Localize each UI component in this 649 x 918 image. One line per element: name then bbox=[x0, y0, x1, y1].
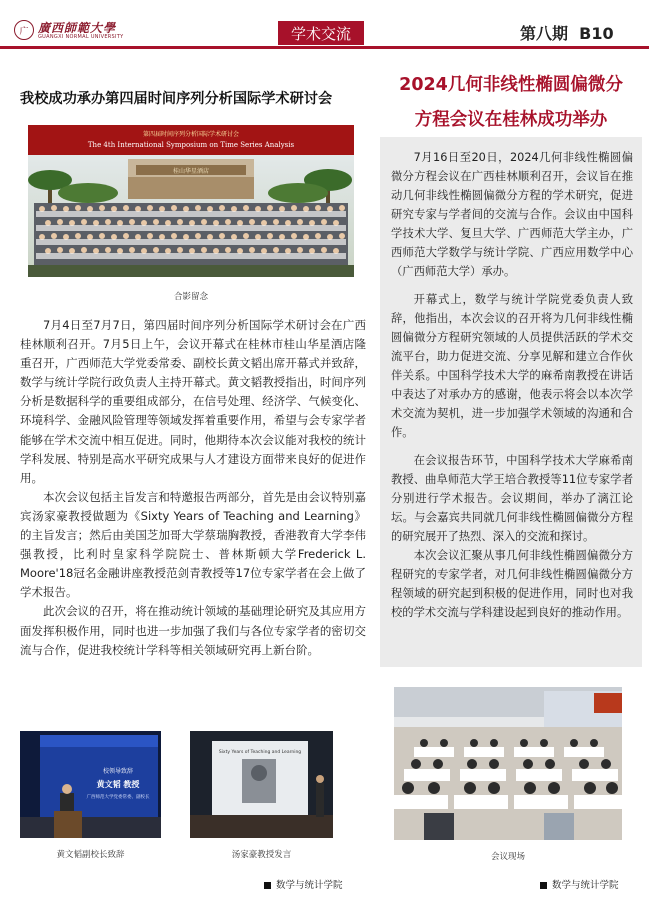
right-article-title-line2: 方程会议在桂林成功举办 bbox=[414, 110, 608, 130]
right-paragraph: 本次会议汇聚从事几何非线性椭圆偏微分方程研究的专家学者，对几何非线性椭圆偏微分方程领域的研究起到积极的促进作用，同时也对我校的学术交流与学科建设起到良好的推动作用。 bbox=[391, 549, 633, 619]
group-photo bbox=[28, 125, 354, 277]
right-paragraph: 在会议报告环节，中国科学技术大学麻希南教授、曲阜师范大学王培合教授等11位专家学者分别进行学术报告。会议期间，举办了漓江论坛。与会嘉宾共同就几何非线性椭圆偏微分方程的研究展开了热烈、深入的交流和探讨。 bbox=[391, 454, 633, 543]
venue-photo-caption: 会议现场 bbox=[490, 852, 525, 862]
banner-strip bbox=[28, 125, 354, 155]
right-article-body bbox=[391, 148, 633, 622]
screen-subtitle: 广西师范大学党委常委、副校长 bbox=[86, 795, 150, 800]
group-photo-illustration bbox=[28, 125, 354, 277]
screen-name: 黄文韬 教授 bbox=[96, 780, 140, 789]
right-article-title-line1: 2024几何非线性椭圆偏微分 bbox=[399, 75, 623, 95]
left-paragraph: 本次会议包括主旨发言和特邀报告两部分，首先是由会议特别嘉宾汤家豪教授做题为《Sixty Years of Teaching and Learning》的主旨发言；然后由美国芝加哥大学蔡瑞胸教授，香港教育大学李伟强教授，比利时皇家科学院院士、普林斯顿大学Frederick L. Moore'18冠名金融讲座教授范剑青教授等17位专家学者在会上做了学术报告。 bbox=[20, 489, 366, 600]
university-logo-seal: 广 bbox=[14, 20, 34, 40]
square-bullet-icon bbox=[264, 882, 271, 889]
left-paragraph: 7月4日至7月7日，第四届时间序列分析国际学术研讨会在广西桂林顺利召开。7月5日上午，会议开幕式在桂林市桂山华星酒店隆重召开，广西师范大学党委常委、副校长黄文韬出席开幕式并致辞，数学与统计学院行政负责人主持开幕式。黄文韬教授指出，时间序列分析是数据科学的重要组成部分，在信号处理、经济学、气候变化、环境科学、金融风险管理等领域发挥着重要作用，希望与会专家学者能够在学术交流中相互促进。同时，他期待本次会议能对我校的统计学科发展、特别是高水平研究成果与人才建设方面带来良好的促进作用。 bbox=[20, 318, 366, 485]
right-footer bbox=[540, 877, 619, 891]
screen-label: 校领导致辞 bbox=[102, 768, 134, 775]
keynote-photo-caption: 汤家豪教授发言 bbox=[231, 850, 292, 860]
issue-number: 第八期 B10 bbox=[520, 24, 614, 43]
keynote-photo-illustration bbox=[190, 731, 333, 838]
header-divider bbox=[0, 46, 649, 49]
vice-president-speech-photo bbox=[20, 731, 161, 838]
banner-en: The 4th International Symposium on Time Series Analysis bbox=[87, 141, 295, 149]
left-footer-text: 数学与统计学院 bbox=[276, 880, 343, 891]
square-bullet-icon bbox=[540, 882, 547, 889]
left-paragraph: 此次会议的召开，将在推动统计领域的基础理论研究及其应用方面发挥积极作用，同时也进一步加强了我们与各位专家学者的密切交流与合作，促进我校统计学科等相关领域研究再上新台阶。 bbox=[20, 604, 366, 657]
keynote-speech-photo bbox=[190, 731, 333, 838]
venue-photo-illustration bbox=[394, 687, 622, 840]
right-paragraph: 7月16日至20日，2024几何非线性椭圆偏微分方程会议在广西桂林顺利召开，会议旨在推动几何非线性椭圆偏微分方程的学术研究，促进研究专家与学者间的交流与合作。会议由中国科学技术大学、复旦大学、广西师范大学主办，广西师范大学数学与统计学院、广西应用数学中心（广西师范大学）承办。 bbox=[391, 151, 633, 278]
speech-photo-illustration bbox=[20, 731, 161, 838]
university-logo-english: GUANGXI NORMAL UNIVERSITY bbox=[38, 34, 124, 40]
screen-slide-title: Sixty Years of Teaching and Learning bbox=[218, 750, 302, 755]
speech-photo-caption: 黄文韬副校长致辞 bbox=[56, 850, 125, 860]
section-label: 学术交流 bbox=[278, 21, 364, 45]
conference-venue-photo bbox=[394, 687, 622, 840]
group-photo-caption: 合影留念 bbox=[173, 292, 208, 302]
right-footer-text: 数学与统计学院 bbox=[552, 880, 619, 891]
left-article-title: 我校成功承办第四届时间序列分析国际学术研讨会 bbox=[20, 91, 333, 107]
right-paragraph: 开幕式上，数学与统计学院党委负责人致辞，他指出，本次会议的召开将为几何非线性椭圆偏微分方程研究领域的人员提供活跃的学术交流平台，助力促进交流、分享见解和建立合作伙伴关系。中国科学技术大学的麻希南教授在讲话中表达了对承办方的感谢，他表示将会以本次学术交流为契机，进一步加强学术领域的沟通和合作。 bbox=[391, 293, 633, 439]
left-footer bbox=[264, 877, 343, 891]
left-article-body bbox=[20, 316, 366, 660]
hotel-sign: 桂山华星酒店 bbox=[172, 168, 210, 175]
university-logo-name: 廣西師範大學 bbox=[38, 21, 117, 35]
banner-cn: 第四届时间序列分析国际学术研讨会 bbox=[142, 131, 240, 138]
